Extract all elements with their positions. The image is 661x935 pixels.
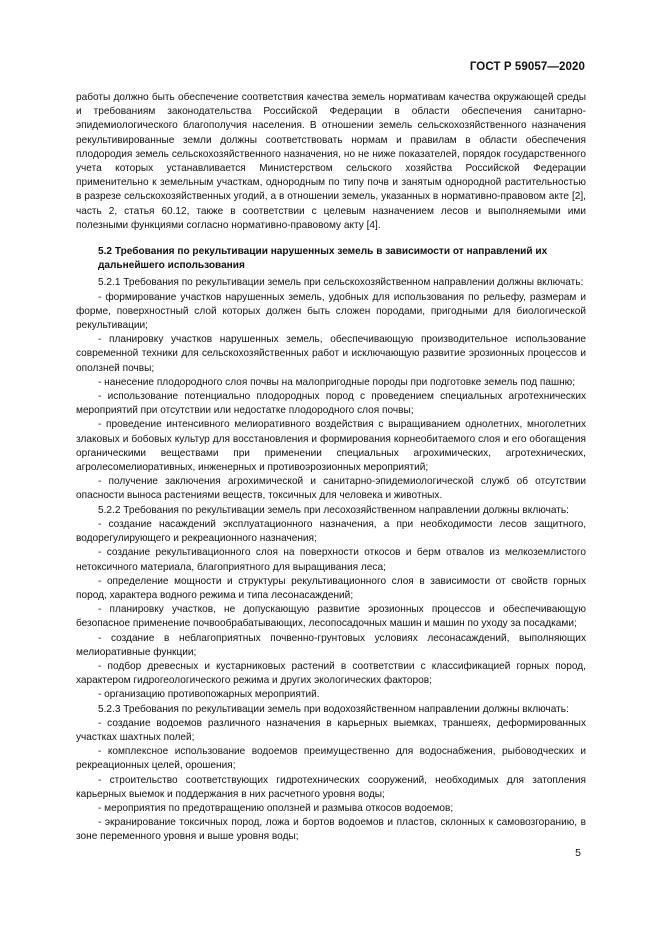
clause-5-2-3-lead: 5.2.3 Требования по рекультивации земель при водохозяйственном направлении должны включать:	[98, 703, 569, 715]
list-item: - создание в неблагоприятных почвенно-грунтовых условиях лесонасаждений, выполняющих мелиоративные функции;	[76, 632, 586, 658]
list-item: - создание водоемов различного назначения в карьерных выемках, траншеях, деформированных участках шахтных полей;	[76, 717, 586, 743]
clause-5-2-1-lead: 5.2.1 Требования по рекультивации земель при сельскохозяйственном направлении должны включать:	[98, 277, 584, 289]
list-item: - экранирование токсичных пород, ложа и бортов водоемов и пластов, склонных к самовозгоранию, в зоне переменного уровня и выше уровня воды;	[76, 817, 586, 843]
list-item: - подбор древесных и кустарниковых растений в соответствии с классификацией горных пород, характером гидрогеологического режима и других экологических факторов;	[76, 660, 586, 687]
clause-5-2-2-lead: 5.2.2 Требования по рекультивации земель при лесохозяйственном направлении должны включать:	[98, 504, 569, 516]
document-body	[76, 91, 586, 845]
list-item: - создание рекультивационного слоя на поверхности откосов и берм отвалов из мелкоземлистого нетоксичного материала, благоприятного для выращивания леса;	[76, 547, 586, 573]
list-item: - формирование участков нарушенных земель, удобных для использования по рельефу, размерам и форме, поверхностный слой которых должен быть сложен породами, пригодными для биологической рекультивации;	[76, 291, 586, 332]
list-item: - комплексное использование водоемов преимущественно для водоснабжения, рыбоводческих и рекреационных целей, орошения;	[76, 746, 586, 772]
list-item: - создание насаждений эксплуатационного назначения, а при необходимости лесов защитного, водорегулирующего и рекреационного назначения;	[76, 518, 586, 545]
intro-paragraph: работы должно быть обеспечение соответствия качества земель нормативам качества окружающей среды и требованиям законодательства Российской Федерации в области обеспечения санитарно-эпидемиологического благополучия населения. В отношении земель сельскохозяйственного назначения рекультивированные земли должны соответствовать нормам и правилам в области обеспечения плодородия земель сельскохозяйственного назначения, но не ниже показателей, порядок государственного учета которых устанавливается Министерством сельского хозяйства Российской Федерации применительно к земельным участкам, однородным по типу почв и занятым однородной растительностью в разрезе сельскохозяйственных угодий, а в отношении земель, указанных в нормативно-правовом акте [2], часть 2, статья 60.12, также в соответствии с целевым назначением лесов и выполняемыми ими полезными функциями согласно нормативно-правовому акту [4].	[76, 92, 586, 231]
list-item: - планировку участков, не допускающую развитие эрозионных процессов и обеспечивающую безопасное применение почвообрабатывающих, лесопосадочных машин и машин по уходу за посадками;	[76, 604, 586, 630]
page-number: 5	[575, 847, 581, 859]
list-item: - планировку участков нарушенных земель, обеспечивающую производительное использование современной техники для сельскохозяйственных работ и исключающую развитие эрозионных процессов и оползней почвы;	[76, 334, 586, 374]
list-item: - строительство соответствующих гидротехнических сооружений, необходимых для затопления карьерных выемок и поддержания в них расчетного уровня воды;	[76, 774, 586, 800]
section-heading: 5.2 Требования по рекультивации нарушенных земель в зависимости от направлений их дальнейшего использования	[98, 246, 548, 272]
list-item: - определение мощности и структуры рекультивационного слоя в зависимости от свойств горных пород, характера водного режима и типа лесонасаждений;	[76, 575, 586, 601]
list-item: - мероприятия по предотвращению оползней и размыва откосов водоемов;	[98, 802, 454, 814]
list-item: - получение заключения агрохимической и санитарно-эпидемиологической служб об отсутствии опасности выноса растениями веществ, токсичных для человека и животных.	[76, 476, 586, 502]
list-item: - нанесение плодородного слоя почвы на малопригодные породы при подготовке земель под пашню;	[98, 376, 576, 388]
list-item: - организацию противопожарных мероприятий.	[98, 689, 320, 701]
list-item: - использование потенциально плодородных пород с проведением специальных агротехнических мероприятий при отсутствии или недостатке плодородного слоя почвы;	[76, 391, 586, 417]
document-id: ГОСТ Р 59057—2020	[469, 61, 585, 73]
list-item: - проведение интенсивного мелиоративного воздействия с выращиванием однолетних, многолетних злаковых и бобовых культур для восстановления и формирования корнеобитаемого слоя и его обогащения органическими веществами при применении специальных агрохимических, агротехнических, агролесомелиоративных, инженерных и противоэрозионных мероприятий;	[76, 419, 586, 474]
